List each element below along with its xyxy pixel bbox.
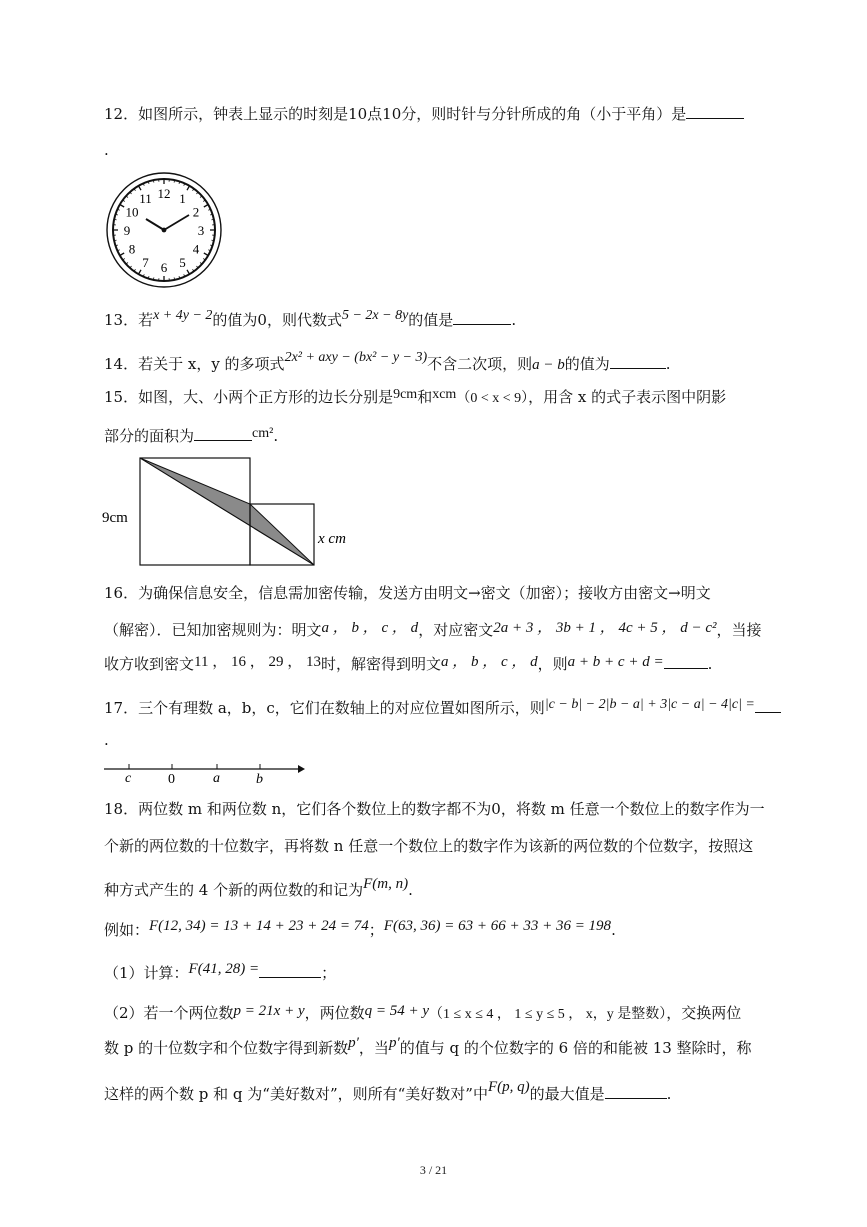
q18-part2-line3a: 这样的两个数 p 和 q 为“美好数对”，则所有“美好数对”中 [104,1085,488,1103]
clock-tick [174,180,175,182]
label-a: a [213,771,220,786]
q18-part1-expr: F(41, 28) = [188,961,260,977]
q16-sum: a + b + c + d = [567,654,664,670]
q16-plain-vars2: a ， b ， c ， d [440,654,538,670]
q18-condition: （1 ≤ x ≤ 4 ， 1 ≤ y ≤ 5 ， x，y 是整数） [429,1007,667,1022]
q13-prefix: 13．若 [104,311,154,329]
clock-figure [104,171,226,289]
clock-number: 12 [157,186,171,201]
q16-line3b: 时，解密得到明文 [320,655,441,673]
q17-answer-blank[interactable] [755,698,781,713]
q16-line2b: ，对应密文 [418,621,494,639]
q18-example-end: . [611,921,616,939]
clock-tick [139,186,142,190]
q18-example-label: 例如： [104,921,150,939]
q17-period: . [104,731,109,749]
q16-line3a: 收方收到密文 [104,655,195,673]
q17-expr: |c − b| − 2|b − a| + 3|c − a| − 4|c| = [544,697,755,712]
clock-number: 10 [125,204,139,220]
q16-line2a: （解密）．已知加密规则为：明文 [104,621,322,639]
q15-end: . [273,427,279,445]
axis-arrow [298,765,305,773]
q15-line2 [104,426,278,448]
squares-figure [100,450,360,570]
q18-part2-answer-blank[interactable] [605,1084,667,1099]
q18-line3b: . [408,881,413,899]
q18-p-def: p = 21x + y [233,1003,305,1019]
big-square-label: 9cm [102,510,128,526]
clock-tick [153,180,154,182]
clock-number: 4 [192,241,200,257]
q15-small-side: xcm [432,387,457,402]
q18-part2-line2 [104,1035,752,1059]
q12-answer-blank[interactable] [686,104,744,119]
q18-q-def: q = 54 + y [364,1003,430,1019]
q12-stem: 12．如图所示，钟表上显示的时刻是10点10分，则时针与分针所成的角（小于平角）是 [104,105,687,123]
q18-pprime2: p′ [388,1035,400,1051]
q18-example1: F(12, 34) = 13 + 14 + 23 + 24 = 74 [149,918,369,934]
clock-tick [114,240,116,241]
q13-expr2: 5 − 2x − 8y [341,308,409,323]
number-line [102,760,312,790]
q18-Fmn: F(m, n) [363,876,409,892]
q16-received: 11 ， 16 ， 29 ， 13 [194,654,321,670]
q18-part2-end: . [666,1085,672,1103]
q15-line1 [104,387,726,409]
label-0: 0 [168,772,175,787]
q14-suffix: 的值为 [564,355,610,373]
q18-part2-line2c: 的值与 q 的个位数字的 6 倍的和能被 13 整除时，称 [399,1039,752,1057]
q17-line [104,698,781,720]
q16-line2 [104,620,762,641]
clock-tick [187,270,190,274]
q16-end: . [707,655,713,673]
diagonal-line [140,458,314,565]
clock-tick [120,205,124,208]
minute-hand [164,215,189,230]
page-number: 3 / 21 [419,1163,448,1177]
q18-part1-answer-blank[interactable] [259,963,321,978]
q16-answer-blank[interactable] [664,654,708,669]
q14-prefix: 14．若关于 x，y 的多项式 [104,355,285,373]
q18-part2-line2b: ，当 [358,1039,389,1057]
q13-line [104,310,516,332]
clock-number: 2 [192,204,200,220]
q18-part2-line2a: 数 p 的十位数字和个位数字得到新数 [104,1039,349,1057]
q16-line3c: ，则 [537,655,568,673]
clock-number: 6 [160,260,168,275]
clock-number: 11 [139,190,152,206]
clock-tick [211,240,213,241]
q13-mid: 的值为0，则代数式 [212,311,342,329]
clock-tick [187,186,190,190]
q18-pprime: p′ [348,1035,359,1051]
hour-hand [146,219,164,230]
q18-part2b: ，两位数 [304,1004,365,1022]
clock-tick [139,270,142,274]
clock-tick [114,219,116,220]
q15-answer-blank[interactable] [194,426,252,441]
clock-number: 1 [179,190,186,206]
q18-example2: F(63, 36) = 63 + 66 + 33 + 36 = 198 [383,918,612,934]
q18-part2-line3 [104,1079,672,1105]
q18-line3 [104,876,413,901]
clock-tick [153,277,154,279]
clock-number: 5 [179,255,186,271]
q14-end: . [665,355,671,373]
q18-example [104,920,616,941]
q18-part2-line3b: 的最大值是 [529,1085,605,1103]
clock-tick [120,253,124,256]
q16-line2c: ，当接 [716,621,762,639]
q18-line2: 个新的两位数的十位数字，再将数 n 任意一个数位上的数字作为该新的两位数的个位数字，按照这 [104,837,754,855]
clock-number: 3 [197,223,205,238]
q14-mid: 不含二次项，则 [427,355,533,373]
q15-prefix: 15．如图，大、小两个正方形的边长分别是 [104,388,394,406]
q13-end: . [511,311,517,329]
clock-tick [204,205,208,208]
label-b: b [256,772,263,787]
q16-line1: 16．为确保信息安全，信息需加密传输，发送方由明文→密文（加密）；接收方由密文→明文 [104,584,711,602]
q14-expr: a − b [532,357,565,373]
q18-Fpq: F(p, q) [487,1079,530,1095]
q18-part2a: （2）若一个两位数 [104,1004,234,1022]
q15-suffix: ，用含 x 的式子表示图中阴影 [528,388,727,406]
q12-period: . [104,141,109,159]
clock-number: 7 [142,255,149,271]
clock-tick [174,277,175,279]
q15-range: （0 < x < 9） [456,391,529,406]
q15-unit: cm² [252,426,274,441]
q15-and: 和 [417,388,433,406]
q18-part2c: ，交换两位 [666,1004,742,1022]
q16-plain-vars: a ， b ， c ， d [321,620,419,636]
q18-example-sep: ； [368,921,384,939]
small-square-label: x cm [318,531,346,547]
q14-answer-blank[interactable] [610,354,666,369]
q18-part1 [104,963,336,984]
label-c: c [125,771,132,786]
clock-center [162,228,167,233]
q15-big-side: 9cm [393,387,418,402]
clock-tick [204,253,208,256]
q13-answer-blank[interactable] [453,310,511,325]
q13-suffix: 的值是 [408,311,454,329]
q14-polynomial: 2x² + axy − (bx² − y − 3) [284,350,428,365]
q14-line [104,350,671,376]
q13-expr1: x + 4y − 2 [153,308,213,323]
q18-line1: 18．两位数 m 和两位数 n，它们各个数位上的数字都不为0，将数 m 任意一个数位上的数字作为一 [104,800,765,818]
q18-line3a: 种方式产生的 4 个新的两位数的和记为 [104,881,364,899]
q12-text [104,104,744,124]
q17-prefix: 17．三个有理数 a，b，c，它们在数轴上的对应位置如图所示，则 [104,699,545,717]
q15-line2-text: 部分的面积为 [104,427,195,445]
clock-number: 8 [128,241,136,257]
q16-line3 [104,654,712,675]
q16-cipher-rule: 2a + 3 ， 3b + 1 ， 4c + 5 ， d − c² [493,620,717,636]
q18-part1-label: （1）计算： [104,964,189,982]
clock-tick [211,219,213,220]
q18-part1-end: ； [321,964,337,982]
clock-number: 9 [123,223,131,238]
q18-part2-line1 [104,1003,741,1025]
